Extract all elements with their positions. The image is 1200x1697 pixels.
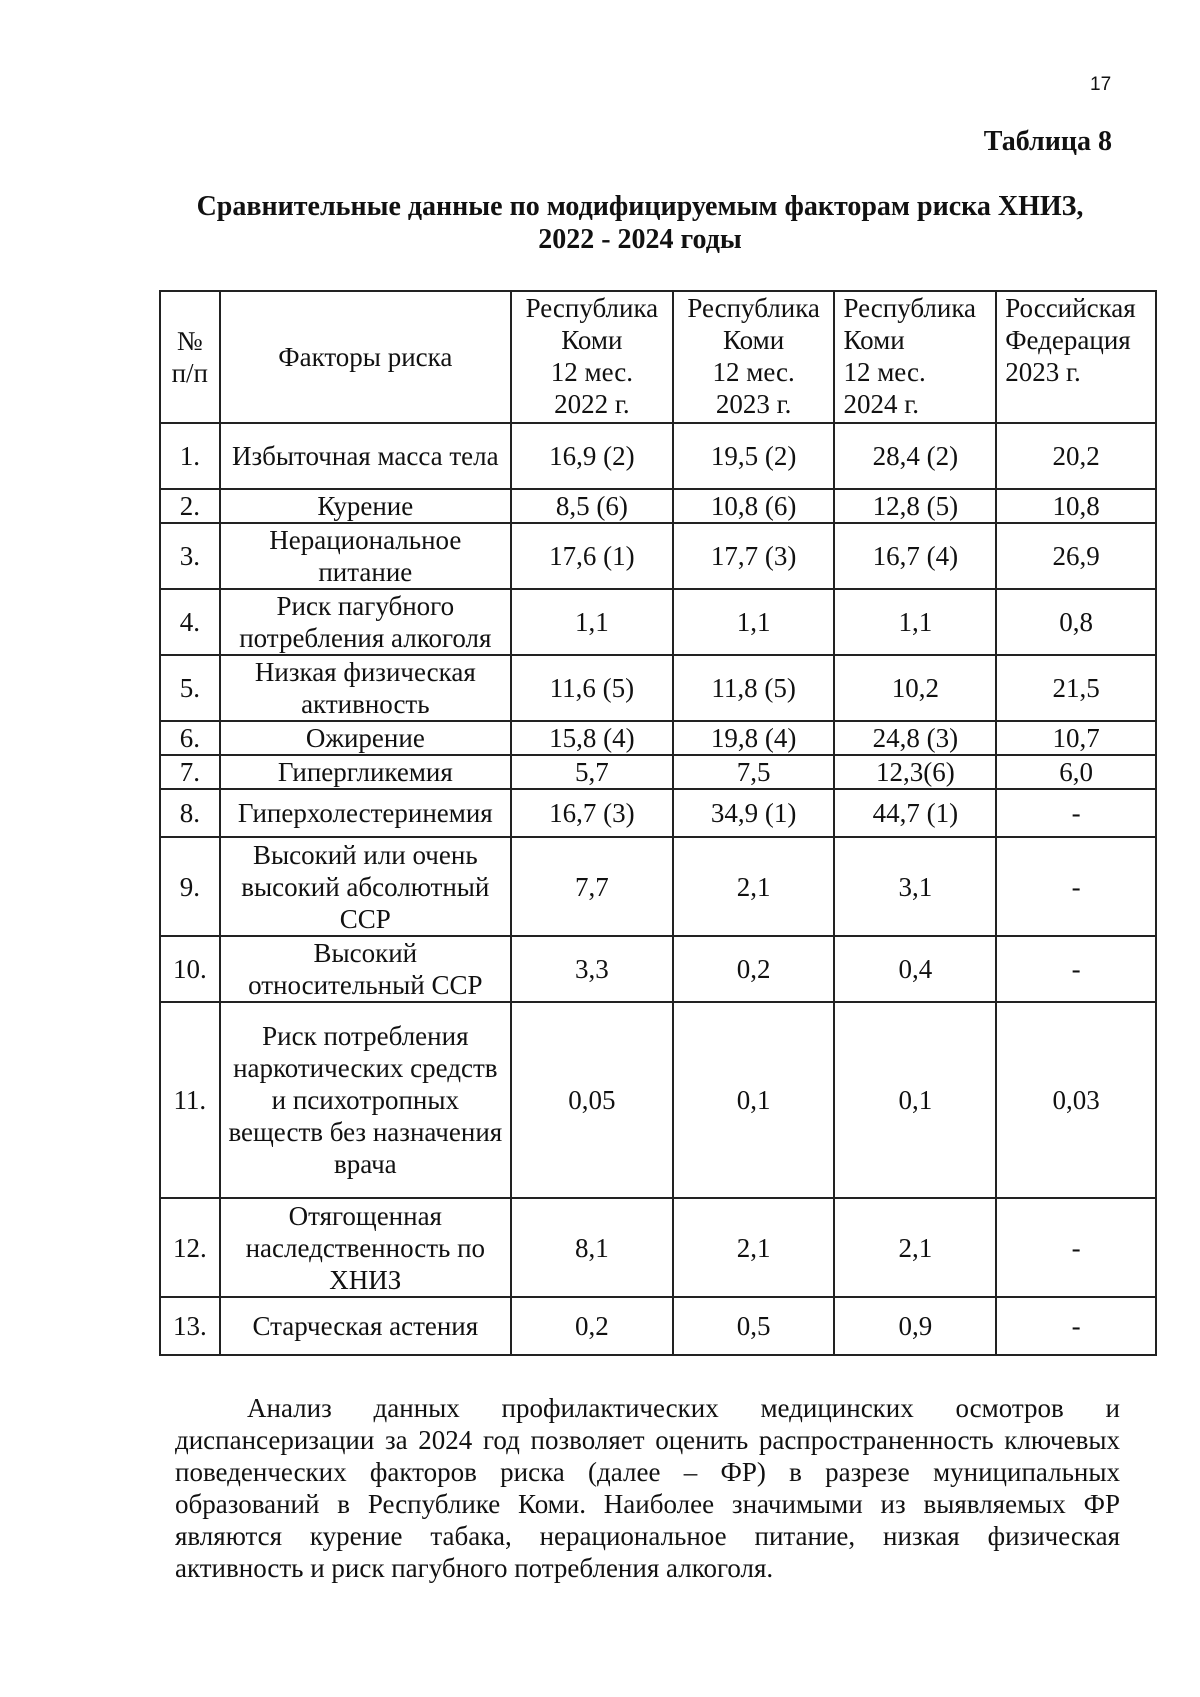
table-row xyxy=(160,837,1156,936)
value-2023: 7,5 xyxy=(673,755,835,789)
value-2022: 0,05 xyxy=(511,1002,673,1198)
value-2023: 0,2 xyxy=(673,936,835,1002)
value-2024: 2,1 xyxy=(834,1198,996,1297)
row-number: 8. xyxy=(160,789,220,837)
value-2024: 1,1 xyxy=(834,589,996,655)
value-2022: 7,7 xyxy=(511,837,673,936)
risk-factor: Нерациональное питание xyxy=(220,523,511,589)
table-caption xyxy=(160,190,1120,256)
value-2022: 11,6 (5) xyxy=(511,655,673,721)
risk-factor: Высокий или очень высокий абсолютный ССР xyxy=(220,837,511,936)
value-2023: 17,7 (3) xyxy=(673,523,835,589)
header-line: 12 мес. xyxy=(550,357,633,387)
value-2024: 44,7 (1) xyxy=(834,789,996,837)
risk-factor: Гипергликемия xyxy=(220,755,511,789)
header-line: 2024 г. xyxy=(843,389,919,419)
risk-factor: Избыточная масса тела xyxy=(220,423,511,489)
header-komi-2024 xyxy=(834,291,996,423)
header-line: Федерация xyxy=(1005,325,1131,355)
value-2022: 5,7 xyxy=(511,755,673,789)
value-2024: 16,7 (4) xyxy=(834,523,996,589)
value-rf: - xyxy=(996,1297,1156,1355)
table-row xyxy=(160,721,1156,755)
value-rf: - xyxy=(996,837,1156,936)
value-2024: 10,2 xyxy=(834,655,996,721)
value-rf: - xyxy=(996,936,1156,1002)
table-row xyxy=(160,489,1156,523)
row-number: 7. xyxy=(160,755,220,789)
row-number: 3. xyxy=(160,523,220,589)
row-number: 12. xyxy=(160,1198,220,1297)
risk-factor: Курение xyxy=(220,489,511,523)
risk-factor: Отягощенная наследственность по ХНИЗ xyxy=(220,1198,511,1297)
value-2023: 0,1 xyxy=(673,1002,835,1198)
table-row xyxy=(160,936,1156,1002)
risk-factor: Старческая астения xyxy=(220,1297,511,1355)
page-number: 17 xyxy=(1090,74,1112,95)
row-number: 10. xyxy=(160,936,220,1002)
header-line: 2022 г. xyxy=(554,389,630,419)
table-row xyxy=(160,1198,1156,1297)
row-number: 4. xyxy=(160,589,220,655)
value-2023: 11,8 (5) xyxy=(673,655,835,721)
value-2022: 17,6 (1) xyxy=(511,523,673,589)
table-row xyxy=(160,523,1156,589)
value-2024: 3,1 xyxy=(834,837,996,936)
value-2024: 0,9 xyxy=(834,1297,996,1355)
header-num xyxy=(160,291,220,423)
header-num-line-2: п/п xyxy=(171,358,209,388)
row-number: 13. xyxy=(160,1297,220,1355)
header-line: Коми xyxy=(843,325,905,355)
value-2023: 2,1 xyxy=(673,837,835,936)
header-line: 2023 г. xyxy=(715,389,792,419)
header-line: 12 мес. xyxy=(843,357,926,387)
row-number: 9. xyxy=(160,837,220,936)
risk-factor: Высокий относительный ССР xyxy=(220,936,511,1002)
header-russian-federation xyxy=(996,291,1156,423)
value-rf: 20,2 xyxy=(996,423,1156,489)
value-rf: 26,9 xyxy=(996,523,1156,589)
risk-factor: Риск потребления наркотических средств и психотропных веществ без назначения врача xyxy=(220,1002,511,1198)
value-rf: - xyxy=(996,789,1156,837)
caption-line-2: 2022 - 2024 годы xyxy=(538,224,742,255)
header-line: Коми xyxy=(723,325,785,355)
risk-factor: Ожирение xyxy=(220,721,511,755)
value-rf: 21,5 xyxy=(996,655,1156,721)
value-2023: 2,1 xyxy=(673,1198,835,1297)
value-2022: 8,1 xyxy=(511,1198,673,1297)
header-komi-2022 xyxy=(511,291,673,423)
caption-line-1: Сравнительные данные по модифицируемым факторам риска ХНИЗ, xyxy=(196,191,1084,222)
table-row xyxy=(160,1297,1156,1355)
table-row xyxy=(160,1002,1156,1198)
value-rf: 0,03 xyxy=(996,1002,1156,1198)
header-line: Российская xyxy=(1005,293,1136,323)
table-row xyxy=(160,589,1156,655)
value-2024: 24,8 (3) xyxy=(834,721,996,755)
value-2023: 1,1 xyxy=(673,589,835,655)
value-2023: 34,9 (1) xyxy=(673,789,835,837)
value-2022: 15,8 (4) xyxy=(511,721,673,755)
row-number: 2. xyxy=(160,489,220,523)
risk-factors-table xyxy=(159,290,1157,1356)
value-2024: 0,1 xyxy=(834,1002,996,1198)
table-header-row xyxy=(160,291,1156,423)
header-num-line-1: № xyxy=(176,326,203,356)
value-2022: 0,2 xyxy=(511,1297,673,1355)
header-line: 12 мес. xyxy=(712,357,795,387)
analysis-paragraph: Анализ данных профилактических медицинских осмотров и диспансеризации за 2024 год позволяет оценить распространенность ключевых поведенческих факторов риска (далее – ФР) в разрезе муниципальных образований в Республике Коми. Наиболее значимыми из выявляемых ФР являются курение табака, нерациональное питание, низкая физическая активность и риск пагубного потребления алкоголя. xyxy=(175,1393,1120,1583)
table-row xyxy=(160,789,1156,837)
row-number: 11. xyxy=(160,1002,220,1198)
value-rf: 10,7 xyxy=(996,721,1156,755)
header-line: Республика xyxy=(843,293,977,323)
table-row xyxy=(160,755,1156,789)
header-komi-2023 xyxy=(673,291,835,423)
header-line: Республика xyxy=(687,293,820,323)
header-line: Коми xyxy=(561,325,623,355)
header-factor: Факторы риска xyxy=(220,291,511,423)
value-2022: 1,1 xyxy=(511,589,673,655)
value-2024: 12,3(6) xyxy=(834,755,996,789)
value-2023: 10,8 (6) xyxy=(673,489,835,523)
value-2024: 28,4 (2) xyxy=(834,423,996,489)
value-2022: 16,9 (2) xyxy=(511,423,673,489)
risk-factor: Низкая физическая активность xyxy=(220,655,511,721)
header-line: 2023 г. xyxy=(1005,357,1081,387)
row-number: 6. xyxy=(160,721,220,755)
value-rf: 10,8 xyxy=(996,489,1156,523)
value-2023: 0,5 xyxy=(673,1297,835,1355)
row-number: 5. xyxy=(160,655,220,721)
table-row xyxy=(160,423,1156,489)
table-row xyxy=(160,655,1156,721)
header-line: Республика xyxy=(525,293,659,323)
value-rf: 6,0 xyxy=(996,755,1156,789)
value-2022: 16,7 (3) xyxy=(511,789,673,837)
value-2023: 19,5 (2) xyxy=(673,423,835,489)
value-2024: 12,8 (5) xyxy=(834,489,996,523)
value-rf: 0,8 xyxy=(996,589,1156,655)
risk-factor: Гиперхолестеринемия xyxy=(220,789,511,837)
table-label: Таблица 8 xyxy=(983,126,1112,157)
value-rf: - xyxy=(996,1198,1156,1297)
value-2024: 0,4 xyxy=(834,936,996,1002)
value-2022: 3,3 xyxy=(511,936,673,1002)
value-2023: 19,8 (4) xyxy=(673,721,835,755)
risk-factor: Риск пагубного потребления алкоголя xyxy=(220,589,511,655)
row-number: 1. xyxy=(160,423,220,489)
value-2022: 8,5 (6) xyxy=(511,489,673,523)
